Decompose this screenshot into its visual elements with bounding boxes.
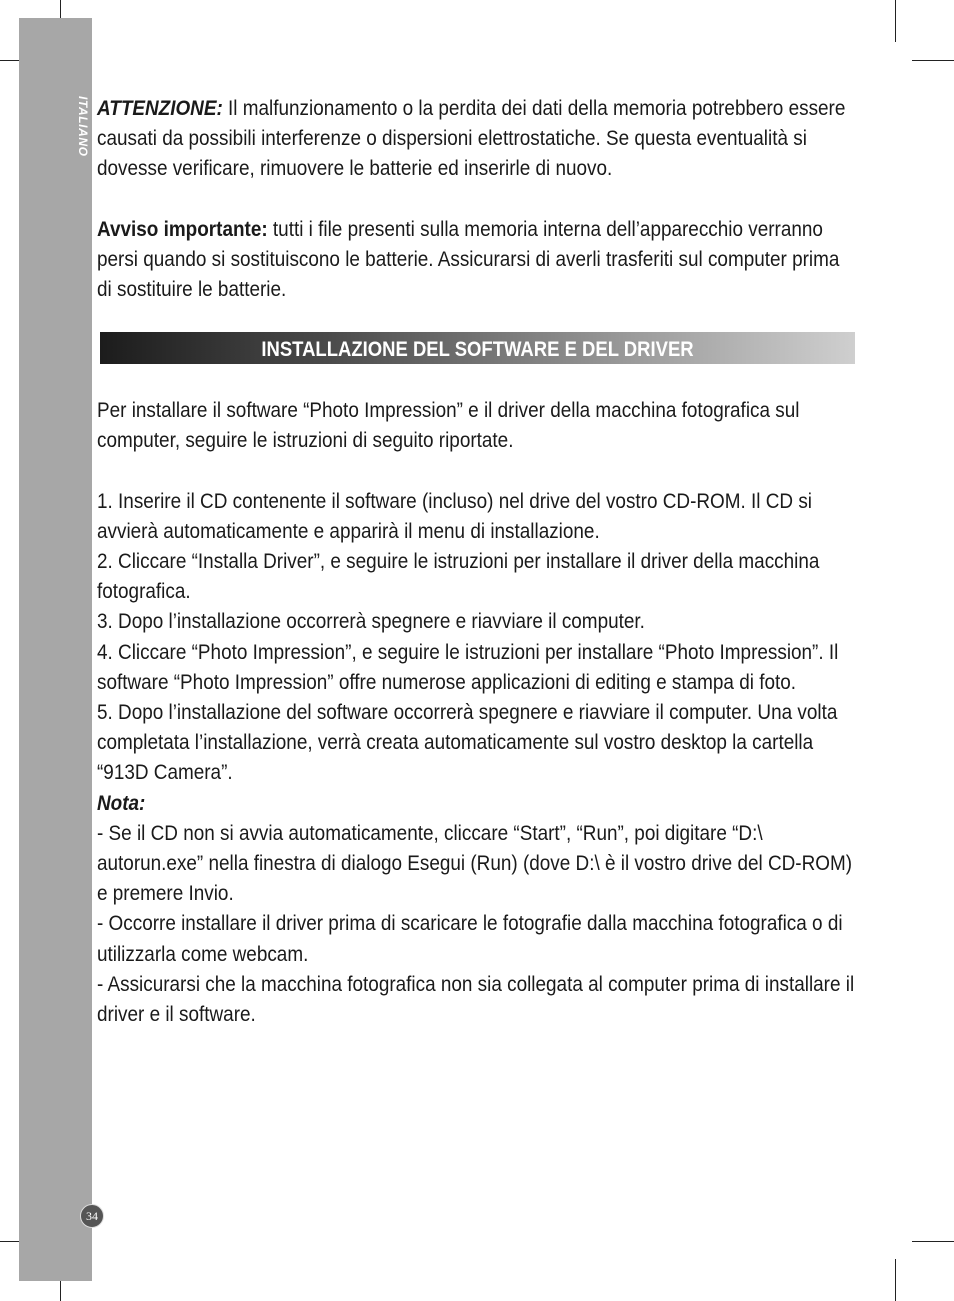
crop-mark (912, 60, 954, 61)
page-number: 34 (80, 1204, 104, 1228)
crop-mark (912, 1241, 954, 1242)
step-1: 1. Inserire il CD contenente il software (incluso) nel drive del vostro CD-ROM. Il CD si avvierà automaticamente e apparirà il menu di installazione. (97, 488, 812, 543)
language-tab: ITALIANO (76, 96, 90, 157)
note-item-2: - Occorre installare il driver prima di scaricare le fotografie dalla macchina fotografica o di utilizzarla come webcam. (97, 911, 843, 966)
step-3: 3. Dopo l’installazione occorrerà spegnere e riavviare il computer. (97, 609, 645, 634)
note-item-3: - Assicurarsi che la macchina fotografica non sia collegata al computer prima di installare il driver e il software. (97, 971, 855, 1027)
notice-label: Avviso importante: (97, 216, 268, 241)
crop-mark (895, 1259, 896, 1301)
warning-paragraph (97, 93, 857, 184)
warning-label: ATTENZIONE: (97, 96, 223, 120)
intro-paragraph: Per installare il software “Photo Impression” e il driver della macchina fotografica sul computer, seguire le istruzioni di seguito riportate. (97, 397, 800, 453)
page-content (97, 93, 857, 1029)
step-2: 2. Cliccare “Installa Driver”, e seguire le istruzioni per installare il driver della macchina fotografica. (97, 548, 820, 604)
notice-paragraph (97, 214, 857, 305)
side-band (19, 18, 92, 1281)
note-label: Nota: (97, 790, 146, 815)
step-4: 4. Cliccare “Photo Impression”, e seguire le istruzioni per installare “Photo Impression”. Il software “Photo Impression” offre numerose applicazioni di editing e stampa di foto. (97, 639, 839, 694)
section-title: INSTALLAZIONE DEL SOFTWARE E DEL DRIVER (261, 338, 694, 361)
crop-mark (895, 0, 896, 42)
note-item-1: - Se il CD non si avvia automaticamente, cliccare “Start”, “Run”, poi digitare “D:\ autorun.exe” nella finestra di dialogo Esegui (Run) (dove D:\ è il vostro drive del CD-ROM) e premere Invio. (97, 820, 853, 906)
warning-text: Il malfunzionamento o la perdita dei dati della memoria potrebbero essere causati da possibili interferenze o dispersioni elettrostatiche. Se questa eventualità si dovesse verificare, rimuovere le batterie ed inserirle di nuovo. (97, 96, 846, 181)
notice-text: tutti i file presenti sulla memoria interna dell’apparecchio verranno persi quando si sostituiscono le batterie. Assicurarsi di averli trasferiti sul computer prima di sostituire le batterie. (97, 216, 840, 302)
step-5: 5. Dopo l’installazione del software occorrerà spegnere e riavviare il computer. Una volta completata l’installazione, verrà creata automaticamente sul vostro desktop la cartella “913D Camera”. (97, 699, 838, 785)
